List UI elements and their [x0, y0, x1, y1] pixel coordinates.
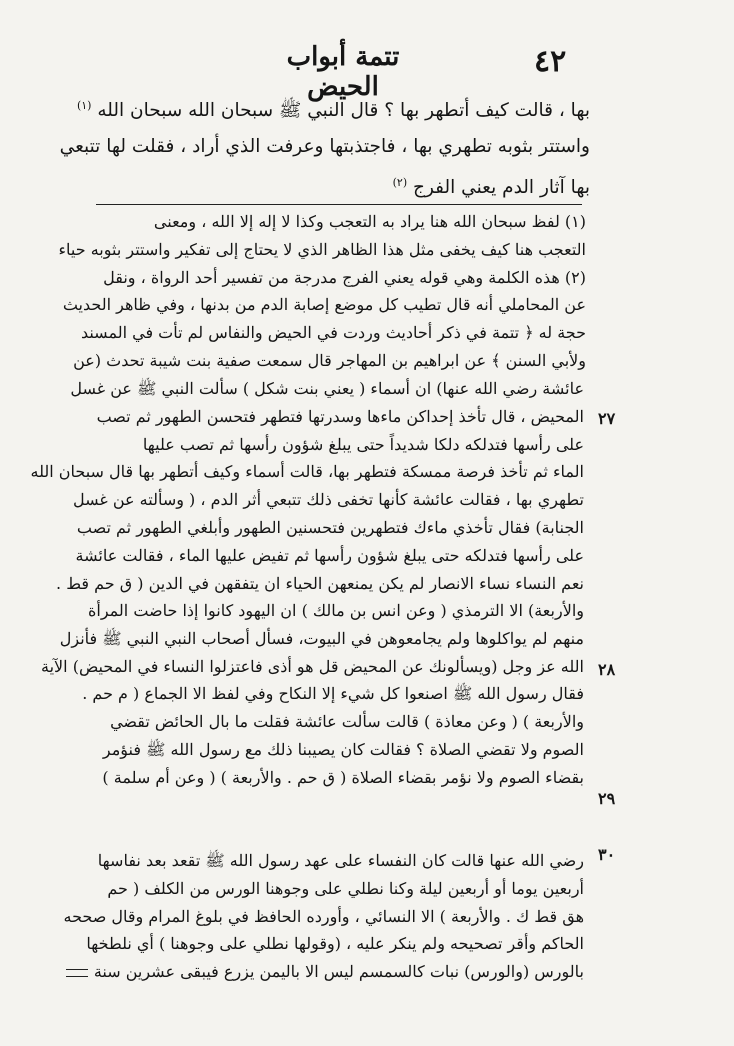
main-line-2: واستتر بثوبه تطهري بها ، فاجتذبتها وعرفت الذي أراد ، فقلت لها تتبعي — [59, 136, 590, 158]
hadith-number-27: ٢٧ — [598, 409, 616, 428]
footnote-mark-1: (١) — [76, 99, 92, 112]
hadith-line: بقضاء الصوم ولا نؤمر بقضاء الصلاة ( ق حم . والأربعة ) ( وعن أم سلمة ) — [102, 767, 584, 787]
hadith-line: الجنابة) فقال تأخذي ماءك فتطهرين فتحسنين الطهور وأبلغي الطهور ثم تصب — [76, 517, 584, 537]
hadith-line: أربعين يوما أو أربعين ليلة وكنا نطلي على وجوهنا الورس من الكلف ( حم — [107, 878, 584, 898]
continuation-mark — [66, 969, 88, 977]
hadith-line: على رأسها فتدلكه حتى يبلغ شؤون رأسها ثم تفيض عليها الماء ، فقالت عائشة — [75, 545, 584, 565]
footnote-mark-2: (٢) — [392, 176, 408, 190]
hadith-number-28: ٢٨ — [598, 660, 616, 679]
running-title: تتمة أبواب الحيض — [286, 42, 400, 102]
hadith-line: على رأسها فتدلكه دلكا شديداً حتى يبلغ شؤون رأسها ثم تصب عليها — [142, 434, 584, 454]
hadith-number-29: ٢٩ — [598, 789, 616, 808]
hadith-27 — [30, 375, 584, 597]
hadith-30 — [63, 847, 584, 986]
footnote-line-2: التعجب هنا كيف يخفى مثل هذا الظاهر الذي لا يحتاج إلى تفكير واستتر بثوبه حياء — [58, 239, 586, 259]
page-header — [0, 40, 734, 102]
hadith-line: نعم النساء نساء الانصار لم يكن يمنعهن الحياء ان يتفقهن في الدين ( ق حم قط . — [56, 573, 584, 593]
hadith-29 — [74, 708, 584, 791]
footnote-line-6: ولأبي السنن ﴾ عن ابراهيم بن المهاجر قال سمعت صفية بنت شيبة تحدث (عن — [73, 350, 586, 370]
main-line-1: بها ، قالت كيف أتطهر بها ؟ قال النبي ﷺ سبحان الله سبحان الله $^{(١)}$ — [76, 99, 590, 122]
hadith-line: الماء ثم تأخذ فرصة ممسكة فتطهر بها، قالت أسماء وكيف أتطهر بها قال سبحان الله — [30, 462, 584, 482]
hadith-line: الحاكم وأقر تصحيحه ولم ينكر عليه ، (وقولها نطلي على وجوهنا ) أي نلطخها — [86, 934, 584, 954]
hadith-line: الصوم ولا تقضي الصلاة ؟ فقالت كان يصيبنا ذلك مع رسول الله ﷺ فنؤمر — [102, 739, 584, 759]
hadith-line: رضي الله عنها قالت كان النفساء على عهد رسول الله ﷺ تقعد بعد نفاسها — [97, 851, 584, 870]
hadith-line: منهم لم يواكلوها ولم يجامعوهن في البيوت، فسأل أصحاب النبي النبي ﷺ فأنزل — [59, 628, 584, 648]
footnote-separator — [96, 204, 582, 205]
hadith-line: هق قط ك . والأربعة ) الا النسائي ، وأورده الحافظ في بلوغ المرام وقال صححه — [63, 906, 584, 926]
hadith-number-30: ٣٠ — [598, 845, 616, 864]
hadith-line: الله عز وجل (ويسألونك عن المحيض قل هو أذى فاعتزلوا النساء في المحيض) الآية — [41, 656, 584, 676]
hadith-line: والأربعة) الا الترمذي ( وعن انس بن مالك ) ان اليهود كانوا إذا حاضت المرأة — [88, 601, 584, 620]
hadith-line: المحيض ، قال تأخذ إحداكن ماءها وسدرتها فتطهر فتحسن الطهور ثم تصب — [96, 406, 584, 426]
footnote-line-3: (٢) هذه الكلمة وهي قوله يعني الفرج مدرجة من تفسير أحد الرواة ، ونقل — [103, 267, 586, 287]
footnotes — [58, 208, 586, 375]
hadith-line: تطهري بها ، فقالت عائشة كأنها تخفى ذلك تتبعي أثر الدم ، ( وسألته عن غسل — [73, 490, 584, 510]
hadith-line: فقال رسول الله ﷺ اصنعوا كل شيء إلا النكاح وفي لفظ الا الجماع ( م حم . — [82, 684, 584, 704]
hadith-line: عائشة رضي الله عنها) ان أسماء ( يعني بنت شكل ) سألت النبي ﷺ عن غسل — [70, 379, 584, 398]
page-number: ٤٢ — [534, 44, 567, 79]
hadith-line: بالورس (والورس) نبات كالسمسم ليس الا باليمن يزرع فيبقى عشرين سنة — [74, 958, 584, 986]
hadith-28 — [41, 597, 584, 708]
footnote-line-4: عن المحاملي أنه قال تطيب كل موضع إصابة الدم من بدنها ، وفي ظاهر الحديث — [62, 295, 586, 315]
footnote-line-1: (١) لفظ سبحان الله هنا يراد به التعجب وكذا لا إله إلا الله ، ومعنى — [153, 212, 586, 231]
footnote-line-5: حجة له ﴿ تتمة في ذكر أحاديث وردت في الحيض والنفاس لم تأت في المسند — [80, 323, 586, 343]
hadith-line: والأربعة ) ( وعن معاذة ) قالت سألت عائشة فقلت ما بال الحائض تقضي — [110, 712, 584, 731]
main-text — [59, 88, 590, 206]
main-line-3: بها آثار الدم يعني الفرج $^{(٢)}$ — [392, 176, 590, 199]
